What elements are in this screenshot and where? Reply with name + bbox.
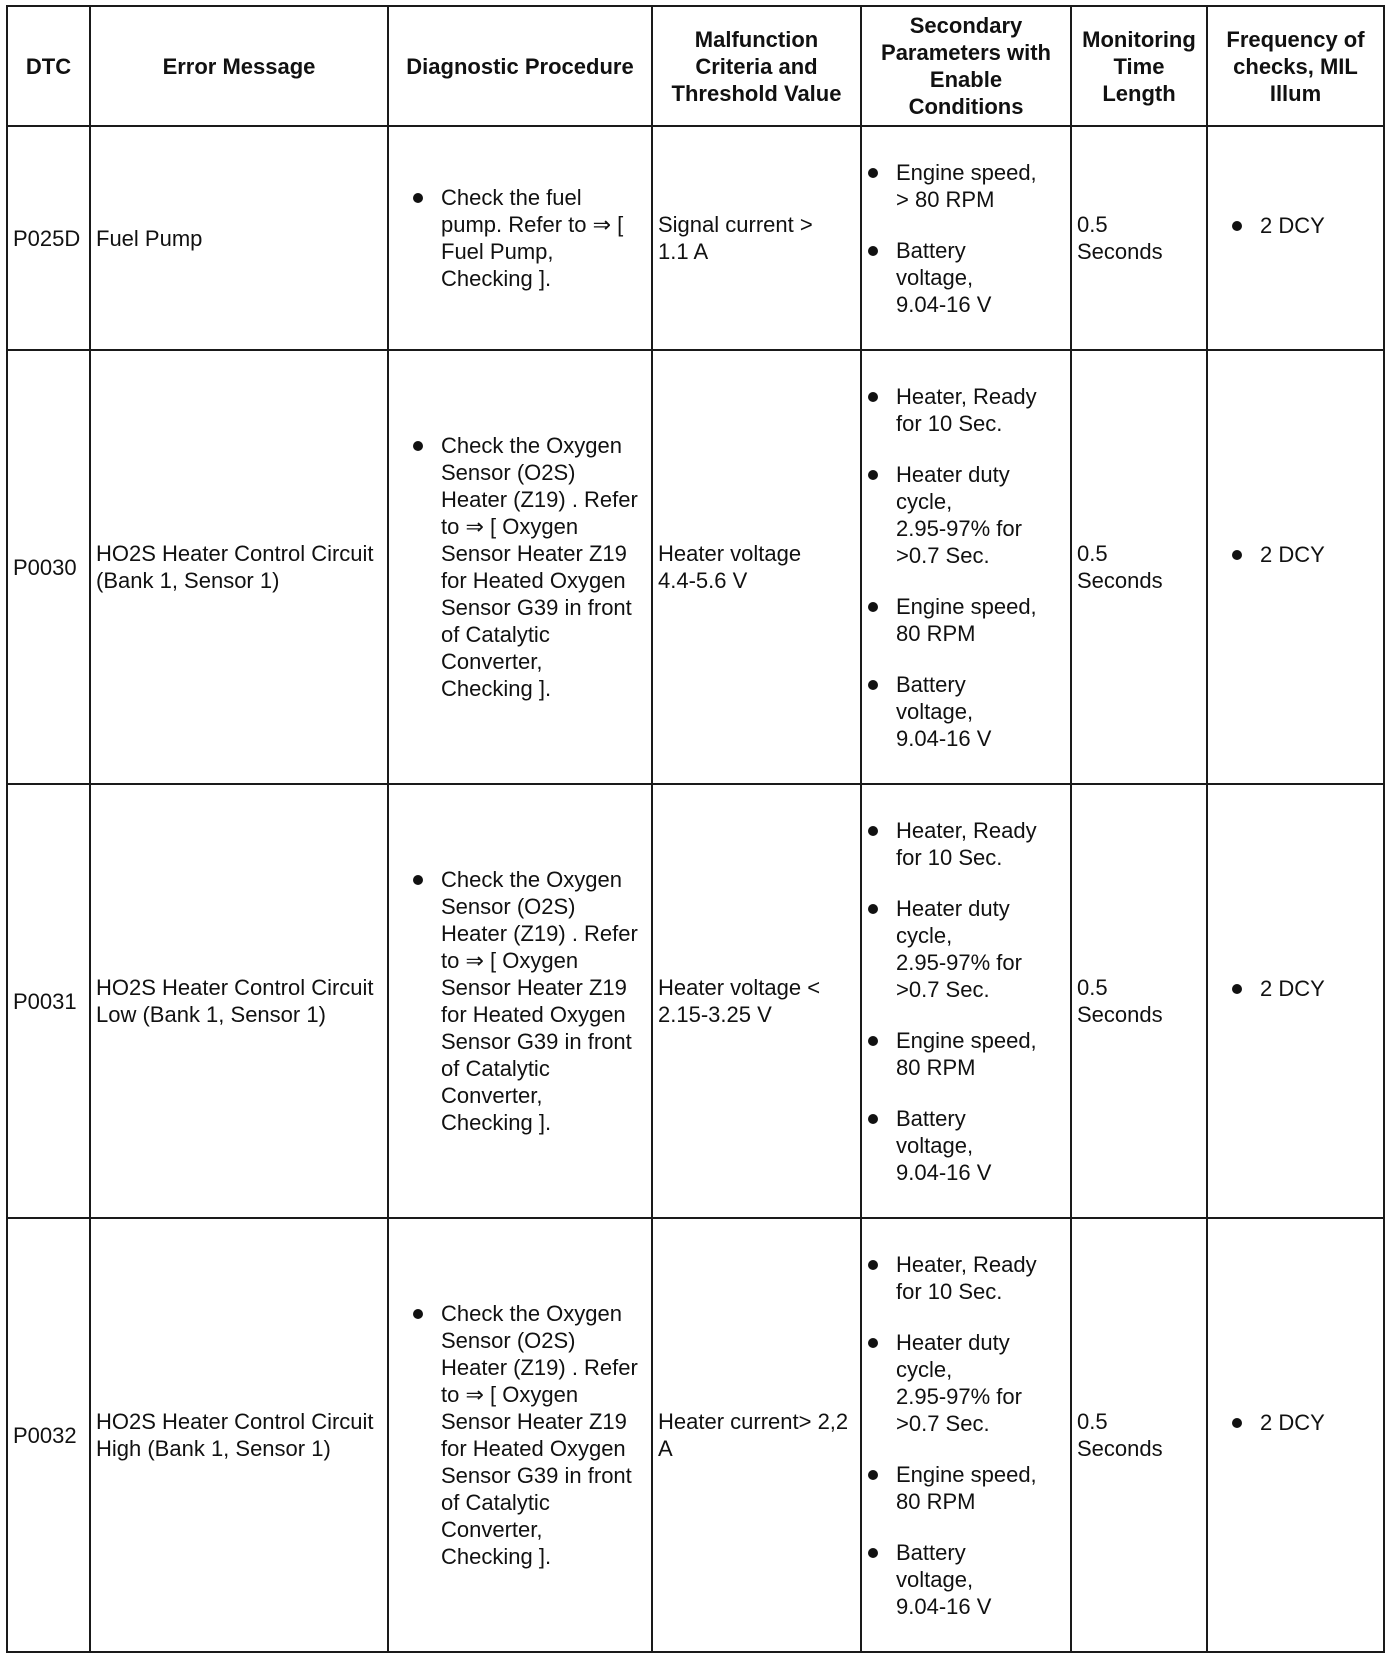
dtc-code: P0030 (7, 350, 90, 784)
text-line: Low (Bank 1, Sensor 1) (96, 1002, 326, 1027)
text-line: High (Bank 1, Sensor 1) (96, 1436, 331, 1461)
parameter-item (867, 817, 1065, 871)
text-line: 4.4-5.6 V (658, 568, 748, 593)
text-line: of Catalytic (441, 1490, 550, 1515)
text-line: 2.95-97% for (896, 949, 1022, 975)
dtc-table (6, 5, 1385, 1653)
text-line: for 10 Sec. (896, 844, 1003, 870)
text-line: Heater, Ready (896, 1251, 1037, 1277)
header-line: Criteria and (695, 53, 818, 79)
dtc-code: P0032 (7, 1218, 90, 1652)
text-line: Sensor (O2S) (441, 1328, 576, 1353)
parameter-item (867, 1329, 1065, 1437)
monitoring-time (1071, 126, 1207, 350)
header-diagnostic-procedure: Diagnostic Procedure (388, 6, 652, 126)
text-line: 0.5 (1077, 541, 1108, 566)
text-line: Heater (Z19) . Refer (441, 487, 638, 512)
text-line: Fuel Pump (96, 225, 203, 251)
table-row (7, 1218, 1384, 1652)
text-line: Sensor G39 in front (441, 1029, 632, 1054)
text-line: Checking ]. (441, 1110, 552, 1135)
text-line: (Bank 1, Sensor 1) (96, 568, 280, 593)
error-message (90, 1218, 388, 1652)
header-dtc: DTC (7, 6, 90, 126)
text-line: >0.7 Sec. (896, 976, 990, 1002)
text-line: Battery (896, 237, 966, 263)
text-line: Heater voltage < (658, 975, 821, 1000)
text-line: Engine speed, (896, 1461, 1037, 1487)
malfunction-criteria (652, 1218, 861, 1652)
text-line: Check the fuel (441, 185, 582, 210)
text-line: Sensor (O2S) (441, 460, 576, 485)
text-line: Heater duty (896, 461, 1010, 487)
parameter-item (867, 159, 1065, 213)
text-line: voltage, (896, 1566, 974, 1592)
parameter-item (867, 1105, 1065, 1186)
monitoring-time (1071, 784, 1207, 1218)
error-message (90, 126, 388, 350)
text-line: Sensor (O2S) (441, 894, 576, 919)
text-line: >0.7 Sec. (896, 1410, 990, 1436)
text-line: 80 RPM (896, 620, 976, 646)
frequency (1207, 784, 1384, 1218)
error-message (90, 784, 388, 1218)
text-line: 9.04-16 V (896, 291, 992, 317)
text-line: Seconds (1077, 239, 1163, 264)
text-line: Heater current> 2,2 (658, 1409, 849, 1434)
secondary-parameters (861, 1218, 1071, 1652)
parameter-item (867, 895, 1065, 1003)
header-line: Secondary (909, 13, 1023, 38)
text-line: >0.7 Sec. (896, 542, 990, 568)
text-line: Battery (896, 1539, 966, 1565)
text-line: for 10 Sec. (896, 410, 1003, 436)
text-line: 9.04-16 V (896, 725, 992, 751)
frequency-item: 2 DCY (1231, 212, 1378, 239)
text-line: Engine speed, (896, 159, 1037, 185)
text-line: Checking ]. (441, 1544, 552, 1569)
malfunction-criteria (652, 350, 861, 784)
text-line: Converter, (441, 1083, 543, 1108)
diagnostic-procedure (388, 126, 652, 350)
text-line: 80 RPM (896, 1488, 976, 1514)
secondary-parameters (861, 126, 1071, 350)
parameter-item (867, 1251, 1065, 1305)
text-line: Check the Oxygen (441, 433, 622, 458)
text-line: voltage, (896, 698, 974, 724)
header-secondary-parameters (861, 6, 1071, 126)
text-line: 80 RPM (896, 1054, 976, 1080)
text-line: > 80 RPM (896, 186, 995, 212)
header-line: Parameters with (881, 40, 1051, 65)
procedure-item (412, 432, 646, 702)
text-line: for 10 Sec. (896, 1278, 1003, 1304)
text-line: Seconds (1077, 568, 1163, 593)
header-line: Frequency of (1226, 26, 1365, 52)
text-line: Signal current > (658, 212, 813, 237)
header-line: Malfunction (694, 26, 819, 52)
text-line: cycle, (896, 1356, 953, 1382)
header-line: Threshold Value (671, 80, 842, 106)
text-line: HO2S Heater Control Circuit (96, 541, 374, 566)
text-line: for Heated Oxygen (441, 1002, 626, 1027)
text-line: Engine speed, (896, 593, 1037, 619)
text-line: 2.95-97% for (896, 515, 1022, 541)
text-line: 2.95-97% for (896, 1383, 1022, 1409)
text-line: Engine speed, (896, 1027, 1037, 1053)
text-line: Sensor Heater Z19 (441, 975, 627, 1000)
text-line: Heater, Ready (896, 383, 1037, 409)
text-line: of Catalytic (441, 1056, 550, 1081)
monitoring-time (1071, 1218, 1207, 1652)
parameter-item (867, 1539, 1065, 1620)
frequency (1207, 126, 1384, 350)
header-line: Time (1113, 53, 1165, 79)
text-line: 0.5 (1077, 1409, 1108, 1434)
parameter-item (867, 1461, 1065, 1515)
text-line: Seconds (1077, 1436, 1163, 1461)
diagnostic-procedure (388, 350, 652, 784)
text-line: voltage, (896, 264, 974, 290)
procedure-item (412, 184, 646, 292)
text-line: 1.1 A (658, 239, 709, 264)
diagnostic-procedure (388, 1218, 652, 1652)
header-line: Illum (1269, 80, 1322, 106)
header-line: checks, MIL (1233, 53, 1358, 79)
header-malfunction-criteria (652, 6, 861, 126)
header-line: Enable (929, 67, 1003, 92)
text-line: Battery (896, 671, 966, 697)
text-line: to ⇒ [ Oxygen (441, 514, 579, 539)
table-row (7, 784, 1384, 1218)
frequency (1207, 350, 1384, 784)
frequency-item: 2 DCY (1231, 975, 1378, 1002)
text-line: Check the Oxygen (441, 867, 622, 892)
table-row (7, 350, 1384, 784)
parameter-item (867, 671, 1065, 752)
dtc-code: P025D (7, 126, 90, 350)
text-line: for Heated Oxygen (441, 568, 626, 593)
text-line: Heater (Z19) . Refer (441, 921, 638, 946)
header-line: Monitoring (1082, 26, 1196, 52)
table-row (7, 126, 1384, 350)
parameter-item (867, 1027, 1065, 1081)
secondary-parameters (861, 350, 1071, 784)
text-line: Heater, Ready (896, 817, 1037, 843)
frequency-item: 2 DCY (1231, 541, 1378, 568)
text-line: 0.5 (1077, 212, 1108, 237)
header-monitoring-time (1071, 6, 1207, 126)
text-line: cycle, (896, 488, 953, 514)
secondary-parameters (861, 784, 1071, 1218)
text-line: Battery (896, 1105, 966, 1131)
text-line: cycle, (896, 922, 953, 948)
text-line: HO2S Heater Control Circuit (96, 1409, 374, 1434)
malfunction-criteria (652, 126, 861, 350)
text-line: Heater voltage (658, 541, 802, 566)
text-line: Converter, (441, 649, 543, 674)
procedure-item (412, 1300, 646, 1570)
text-line: HO2S Heater Control Circuit (96, 975, 374, 1000)
text-line: Sensor G39 in front (441, 595, 632, 620)
header-row (7, 6, 1384, 126)
text-line: Seconds (1077, 1002, 1163, 1027)
procedure-item (412, 866, 646, 1136)
monitoring-time (1071, 350, 1207, 784)
text-line: Check the Oxygen (441, 1301, 622, 1326)
text-line: Fuel Pump, (441, 239, 554, 264)
frequency-item: 2 DCY (1231, 1409, 1378, 1436)
text-line: Heater duty (896, 895, 1010, 921)
text-line: voltage, (896, 1132, 974, 1158)
text-line: Sensor Heater Z19 (441, 1409, 627, 1434)
text-line: 2.15-3.25 V (658, 1002, 772, 1027)
parameter-item (867, 383, 1065, 437)
text-line: A (658, 1436, 673, 1461)
malfunction-criteria (652, 784, 861, 1218)
text-line: Checking ]. (441, 676, 552, 701)
text-line: Checking ]. (441, 266, 552, 291)
error-message (90, 350, 388, 784)
header-error-message: Error Message (90, 6, 388, 126)
text-line: to ⇒ [ Oxygen (441, 948, 579, 973)
parameter-item (867, 461, 1065, 569)
header-frequency (1207, 6, 1384, 126)
text-line: 0.5 (1077, 975, 1108, 1000)
text-line: 9.04-16 V (896, 1593, 992, 1619)
header-line: Length (1102, 80, 1176, 106)
text-line: Sensor G39 in front (441, 1463, 632, 1488)
dtc-code: P0031 (7, 784, 90, 1218)
text-line: Converter, (441, 1517, 543, 1542)
parameter-item (867, 237, 1065, 318)
parameter-item (867, 593, 1065, 647)
text-line: Heater (Z19) . Refer (441, 1355, 638, 1380)
text-line: to ⇒ [ Oxygen (441, 1382, 579, 1407)
text-line: Heater duty (896, 1329, 1010, 1355)
text-line: for Heated Oxygen (441, 1436, 626, 1461)
text-line: of Catalytic (441, 622, 550, 647)
header-line: Conditions (908, 94, 1024, 119)
text-line: pump. Refer to ⇒ [ (441, 212, 624, 237)
diagnostic-procedure (388, 784, 652, 1218)
frequency (1207, 1218, 1384, 1652)
text-line: Sensor Heater Z19 (441, 541, 627, 566)
text-line: 9.04-16 V (896, 1159, 992, 1185)
